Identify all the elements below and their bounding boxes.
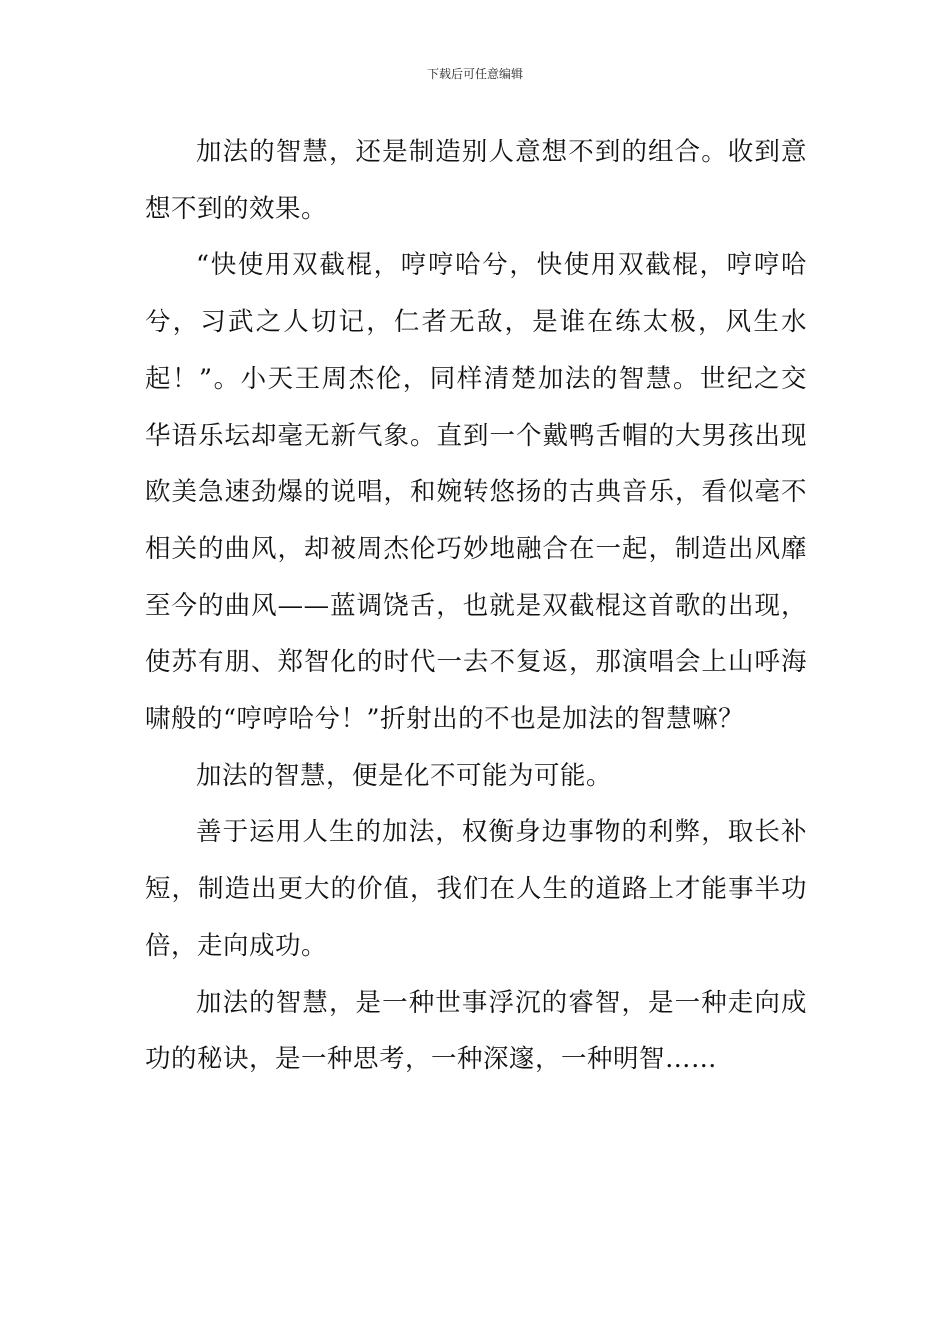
paragraph-jay-chou-example: “快使用双截棍，哼哼哈兮，快使用双截棍，哼哼哈兮，习武之人切记，仁者无敌，是谁在练太极，风生水起！”。小天王周杰伦，同样清楚加法的智慧。世纪之交华语乐坛却毫无新气象。直到一个戴鸭舌帽的大男孩出现欧美急速劲爆的说唱，和婉转悠扬的古典音乐，看似毫不相关的曲风，却被周杰伦巧妙地融合在一起，制造出风靡至今的曲风——蓝调饶舌，也就是双截棍这首歌的出现，使苏有朋、郑智化的时代一去不复返，那演唱会上山呼海啸般的“哼哼哈兮！”折射出的不也是加法的智慧嘛？ (145, 250, 807, 735)
paragraph-impossible-to-possible: 加法的智慧，便是化不可能为可能。 (196, 760, 613, 791)
document-body (145, 124, 807, 1088)
page-header: 下载后可任意编辑 (426, 67, 523, 81)
paragraph-conclusion: 加法的智慧，是一种世事浮沉的睿智，是一种走向成功的秘诀，是一种思考，一种深邃，一种明智…… (145, 987, 807, 1075)
paragraph-use-addition: 善于运用人生的加法，权衡身边事物的利弊，取长补短，制造出更大的价值，我们在人生的道路上才能事半功倍，走向成功。 (145, 817, 807, 961)
paragraph-addition-combination: 加法的智慧，还是制造别人意想不到的组合。收到意想不到的效果。 (145, 137, 807, 224)
